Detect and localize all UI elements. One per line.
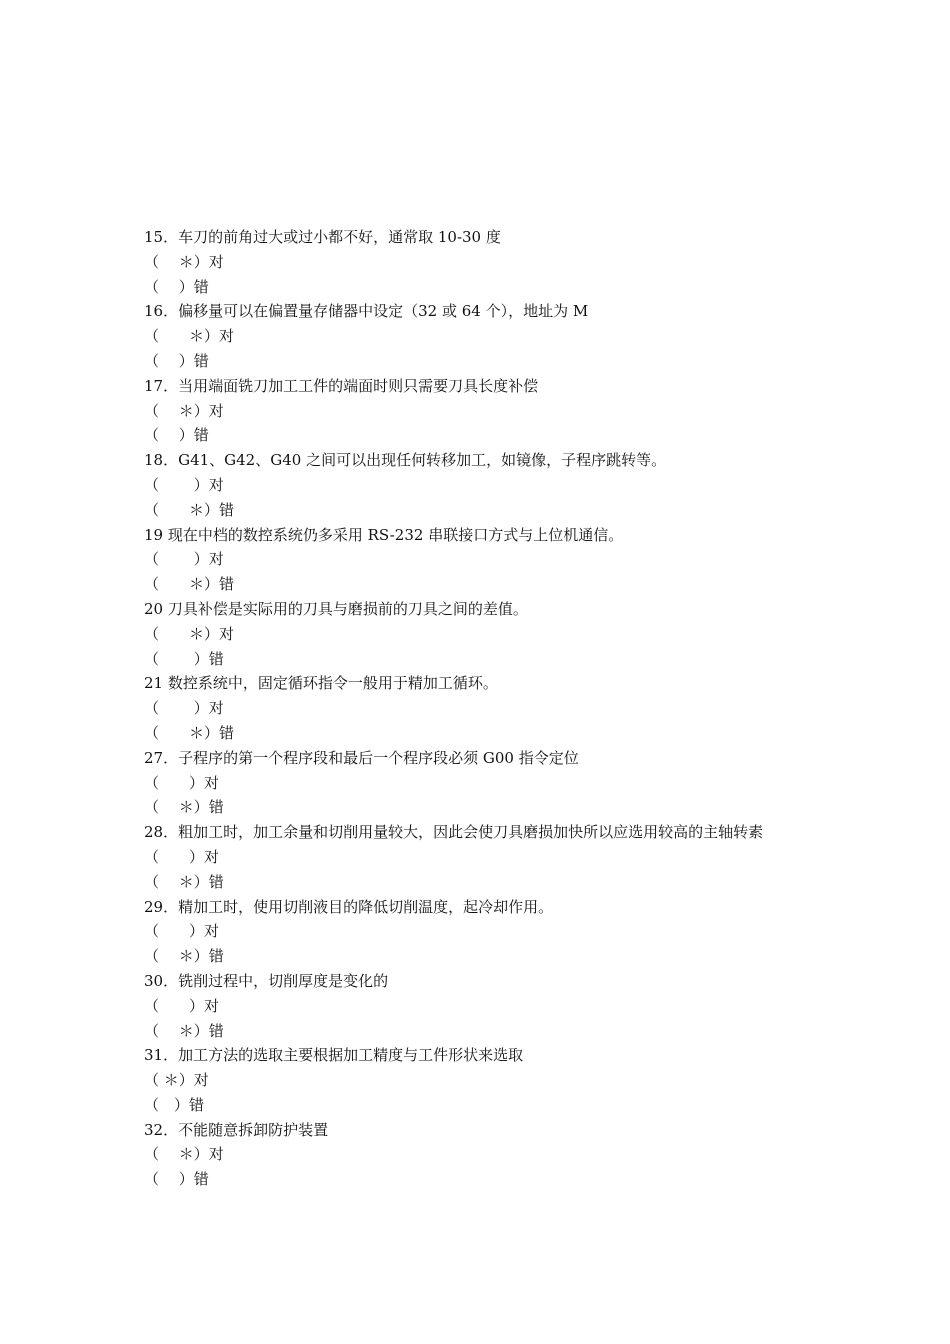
question-text: 17．当用端面铣刀加工工件的端面时则只需要刀具长度补偿	[144, 376, 539, 395]
question-item	[144, 374, 814, 448]
option-false: （ ＊）错	[144, 723, 235, 742]
option-false: （ ＊）错	[144, 500, 235, 519]
question-item	[144, 895, 814, 969]
option-false: （ ）错	[144, 1170, 209, 1189]
question-text: 31．加工方法的选取主要根据加工精度与工件形状来选取	[144, 1046, 524, 1065]
option-false: （ ＊）错	[144, 575, 235, 594]
question-text: 28．粗加工时，加工余量和切削用量较大，因此会使刀具磨损加快所以应选用较高的主轴转素	[144, 823, 764, 842]
question-item	[144, 746, 814, 820]
question-list	[144, 225, 814, 1192]
option-false: （ ）错	[144, 351, 209, 370]
question-item	[144, 523, 814, 597]
question-text: 27．子程序的第一个程序段和最后一个程序段必须 G00 指令定位	[144, 748, 579, 767]
option-true: （ ）对	[144, 996, 220, 1015]
question-text: 19 现在中档的数控系统仍多采用 RS-232 串联接口方式与上位机通信。	[144, 525, 624, 544]
question-item	[144, 448, 814, 522]
option-false: （ ）错	[144, 649, 224, 668]
question-text: 16．偏移量可以在偏置量存储器中设定（32 或 64 个），地址为 M	[144, 302, 589, 321]
option-false: （ ＊）错	[144, 872, 224, 891]
question-text: 20 刀具补偿是实际用的刀具与磨损前的刀具之间的差值。	[144, 599, 528, 618]
question-item	[144, 1043, 814, 1117]
option-true: （ ＊）对	[144, 1145, 224, 1164]
option-true: （ ＊）对	[144, 327, 235, 346]
option-true: （ ）对	[144, 699, 224, 718]
option-true: （ ）对	[144, 922, 220, 941]
question-item	[144, 820, 814, 894]
option-true: （ ）对	[144, 475, 224, 494]
option-true: （ ＊）对	[144, 1071, 209, 1090]
option-false: （ ＊）错	[144, 1021, 224, 1040]
option-false: （ ）错	[144, 426, 209, 445]
question-text: 15．车刀的前角过大或过小都不好，通常取 10-30 度	[144, 228, 501, 246]
question-text: 30．铣削过程中，切削厚度是变化的	[144, 971, 389, 990]
option-true: （ ＊）对	[144, 252, 224, 271]
option-true: （ ＊）对	[144, 401, 224, 420]
option-true: （ ）对	[144, 847, 220, 866]
question-text: 29．精加工时，使用切削液目的降低切削温度，起冷却作用。	[144, 897, 554, 916]
question-text: 32．不能随意拆卸防护装置	[144, 1120, 329, 1139]
option-false: （ ＊）错	[144, 798, 224, 817]
option-true: （ ＊）对	[144, 624, 235, 643]
option-false: （ ）错	[144, 277, 209, 296]
question-item	[144, 671, 814, 745]
question-item	[144, 225, 814, 299]
question-item	[144, 1118, 814, 1192]
question-item	[144, 597, 814, 671]
question-item	[144, 969, 814, 1043]
option-false: （ ）错	[144, 1095, 205, 1114]
option-false: （ ＊）错	[144, 947, 224, 966]
option-true: （ ）对	[144, 773, 220, 792]
question-item	[144, 299, 814, 373]
question-text: 21 数控系统中，固定循环指令一般用于精加工循环。	[144, 674, 498, 693]
option-true: （ ）对	[144, 550, 224, 569]
question-text: 18．G41、G42、G40 之间可以出现任何转移加工，如镜像，子程序跳转等。	[144, 451, 667, 470]
